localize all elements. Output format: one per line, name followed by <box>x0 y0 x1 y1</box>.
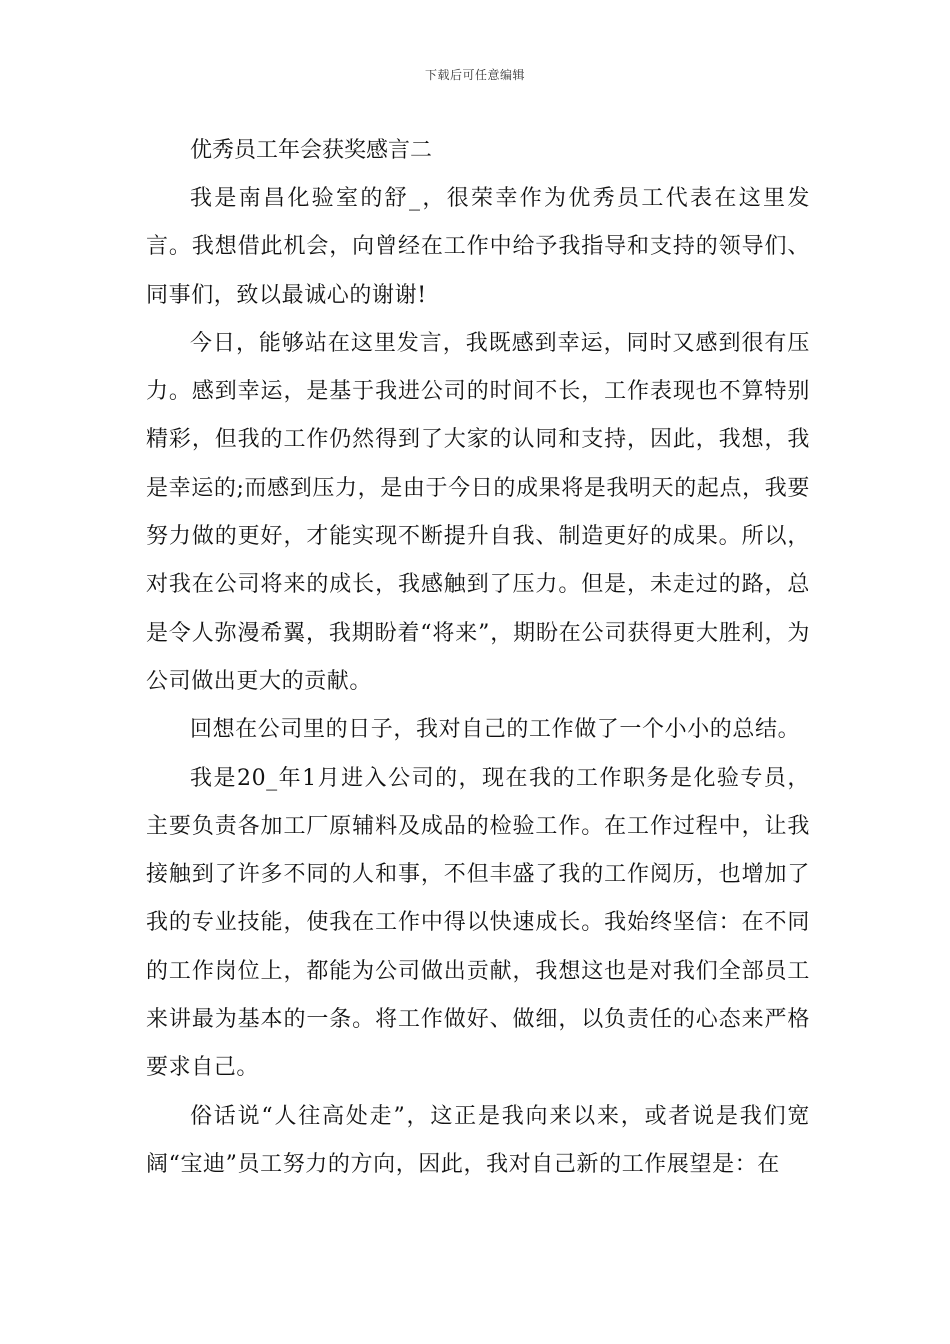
page-header-note: 下载后可任意编辑 <box>424 68 525 82</box>
paragraph: 俗话说“人往高处走”，这正是我向来以来，或者说是我们宽阔“宝迪”员工努力的方向，因此，我对自己新的工作展望是：在 <box>146 1103 810 1177</box>
paragraph: 我是20_年1月进入公司的，现在我的工作职务是化验专员，主要负责各加工厂原辅料及成品的检验工作。在工作过程中，让我接触到了许多不同的人和事，不但丰盛了我的工作阅历，也增加了我的专业技能，使我在工作中得以快速成长。我始终坚信：在不同的工作岗位上，都能为公司做出贡献，我想这也是对我们全部员工来讲最为基本的一条。将工作做好、做细，以负责任的心态来严格要求自己。 <box>146 765 810 1081</box>
paragraph: 我是南昌化验室的舒_，很荣幸作为优秀员工代表在这里发言。我想借此机会，向曾经在工作中给予我指导和支持的领导们、同事们，致以最诚心的谢谢! <box>146 186 810 308</box>
paragraph: 今日，能够站在这里发言，我既感到幸运，同时又感到很有压力。感到幸运，是基于我进公司的时间不长，工作表现也不算特别精彩，但我的工作仍然得到了大家的认同和支持，因此，我想，我是幸运的;而感到压力，是由于今日的成果将是我明天的起点，我要努力做的更好，才能实现不断提升自我、制造更好的成果。所以，对我在公司将来的成长，我感触到了压力。但是，未走过的路，总是令人弥漫希翼，我期盼着“将来”，期盼在公司获得更大胜利，为公司做出更大的贡献。 <box>146 330 810 694</box>
paragraph: 回想在公司里的日子，我对自己的工作做了一个小小的总结。 <box>190 717 801 743</box>
document-body <box>146 127 810 1189</box>
document-title: 优秀员工年会获奖感言二 <box>190 138 433 163</box>
